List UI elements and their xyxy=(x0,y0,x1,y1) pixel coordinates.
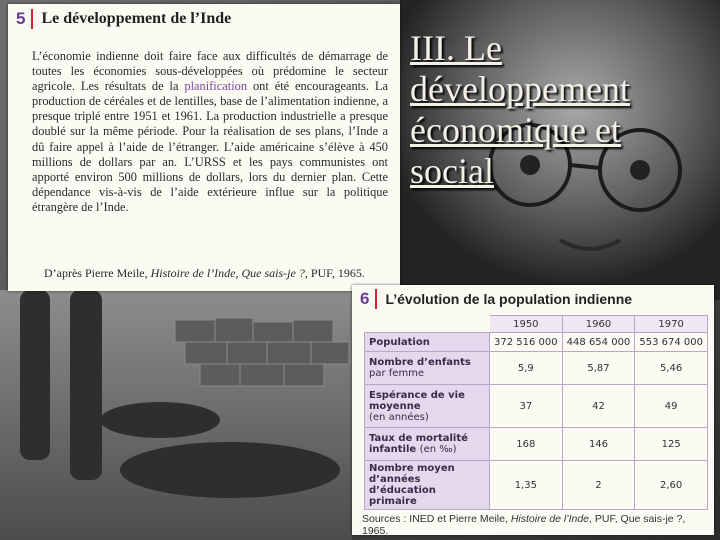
doc6-source-prefix: Sources : INED et Pierre Meile, xyxy=(362,513,511,525)
year-header: 1970 xyxy=(635,316,708,333)
table-cell: 5,46 xyxy=(635,352,708,385)
doc5-source-prefix: D’après Pierre Meile, xyxy=(44,266,151,280)
document-5-panel xyxy=(8,4,400,291)
table-cell: 146 xyxy=(562,428,635,461)
doc5-text-part: L’économie indienne doit faire face aux difficultés de démarrage de toutes les économies sous-développées où prédomine le secteur agricole. Les résultats de la xyxy=(32,49,388,94)
doc5-text-part: ont été encourageants. La production de céréales et de lentilles, base de l’alimentation indienne, a presque triplé entre 1951 et 1961. La production industrielle a presque doublé sur la même période. Pour la réalisation de ses plans, l’Inde a dû faire appel à l’aide de l’étranger. L’aide américaine s’élève à 450 millions de dollars par an. L’URSS et les pays communistes ont apporté environ 500 millions de dollars, lors du dernier plan. Cette dépendance vis-à-vis de l’aide extérieure influe sur la politique étrangère de l’Inde. xyxy=(32,79,388,214)
table-row xyxy=(365,333,708,352)
table-cell: 553 674 000 xyxy=(635,333,708,352)
doc5-heading: Le développement de l’Inde xyxy=(41,10,232,27)
row-label xyxy=(365,352,490,385)
table-cell: 1,35 xyxy=(490,461,563,510)
table-cell: 49 xyxy=(635,385,708,428)
year-header: 1960 xyxy=(562,316,635,333)
table-cell: 448 654 000 xyxy=(562,333,635,352)
doc6-source-title: Histoire de l’Inde xyxy=(510,513,590,525)
row-label xyxy=(365,461,490,510)
table-cell: 168 xyxy=(490,428,563,461)
year-header: 1950 xyxy=(490,316,563,333)
table-row xyxy=(365,352,708,385)
row-label-text: Nombre d’enfants xyxy=(369,357,471,368)
table-corner xyxy=(365,316,490,333)
doc5-number: 5 xyxy=(8,9,33,29)
row-label-sub: (en années) xyxy=(369,411,429,423)
slide-title: III. Le développement économique et social xyxy=(410,28,630,191)
row-label xyxy=(365,385,490,428)
table-row xyxy=(365,428,708,461)
doc5-source-suffix: , PUF, 1965. xyxy=(304,266,365,280)
doc6-header xyxy=(352,285,714,313)
table-cell: 5,9 xyxy=(490,352,563,385)
doc6-heading: L’évolution de la population indienne xyxy=(385,291,633,307)
doc6-source xyxy=(362,513,714,537)
doc5-header xyxy=(8,4,400,34)
doc5-source-title: Histoire de l’Inde, Que sais-je ? xyxy=(150,266,305,280)
table-row xyxy=(365,461,708,510)
row-label-sub: par femme xyxy=(369,368,425,379)
row-label-sub: (en ‰) xyxy=(419,444,457,455)
row-label xyxy=(365,333,490,352)
row-label-text: Taux de mortalité infantile xyxy=(369,433,468,455)
table-cell: 2 xyxy=(562,461,635,510)
table-row xyxy=(365,385,708,428)
table-header-row xyxy=(365,316,708,333)
row-label-text: Population xyxy=(369,336,430,348)
doc5-source xyxy=(44,266,365,281)
doc5-text xyxy=(32,49,388,215)
row-label xyxy=(365,428,490,461)
doc6-source-suffix: , PUF, Que sais-je ?, 1965. xyxy=(362,513,686,537)
population-table xyxy=(364,315,708,510)
table-cell: 2,60 xyxy=(635,461,708,510)
row-label-text: Nombre moyen d’années d’éducation primaire xyxy=(369,463,455,507)
table-cell: 372 516 000 xyxy=(490,333,563,352)
table-cell: 42 xyxy=(562,385,635,428)
table-cell: 5,87 xyxy=(562,352,635,385)
doc6-number: 6 xyxy=(352,289,377,309)
table-cell: 37 xyxy=(490,385,563,428)
table-cell: 125 xyxy=(635,428,708,461)
document-6-panel xyxy=(352,285,714,535)
row-label-text: Espérance de vie moyenne xyxy=(369,389,465,412)
doc5-highlight-term: planification xyxy=(184,79,248,94)
